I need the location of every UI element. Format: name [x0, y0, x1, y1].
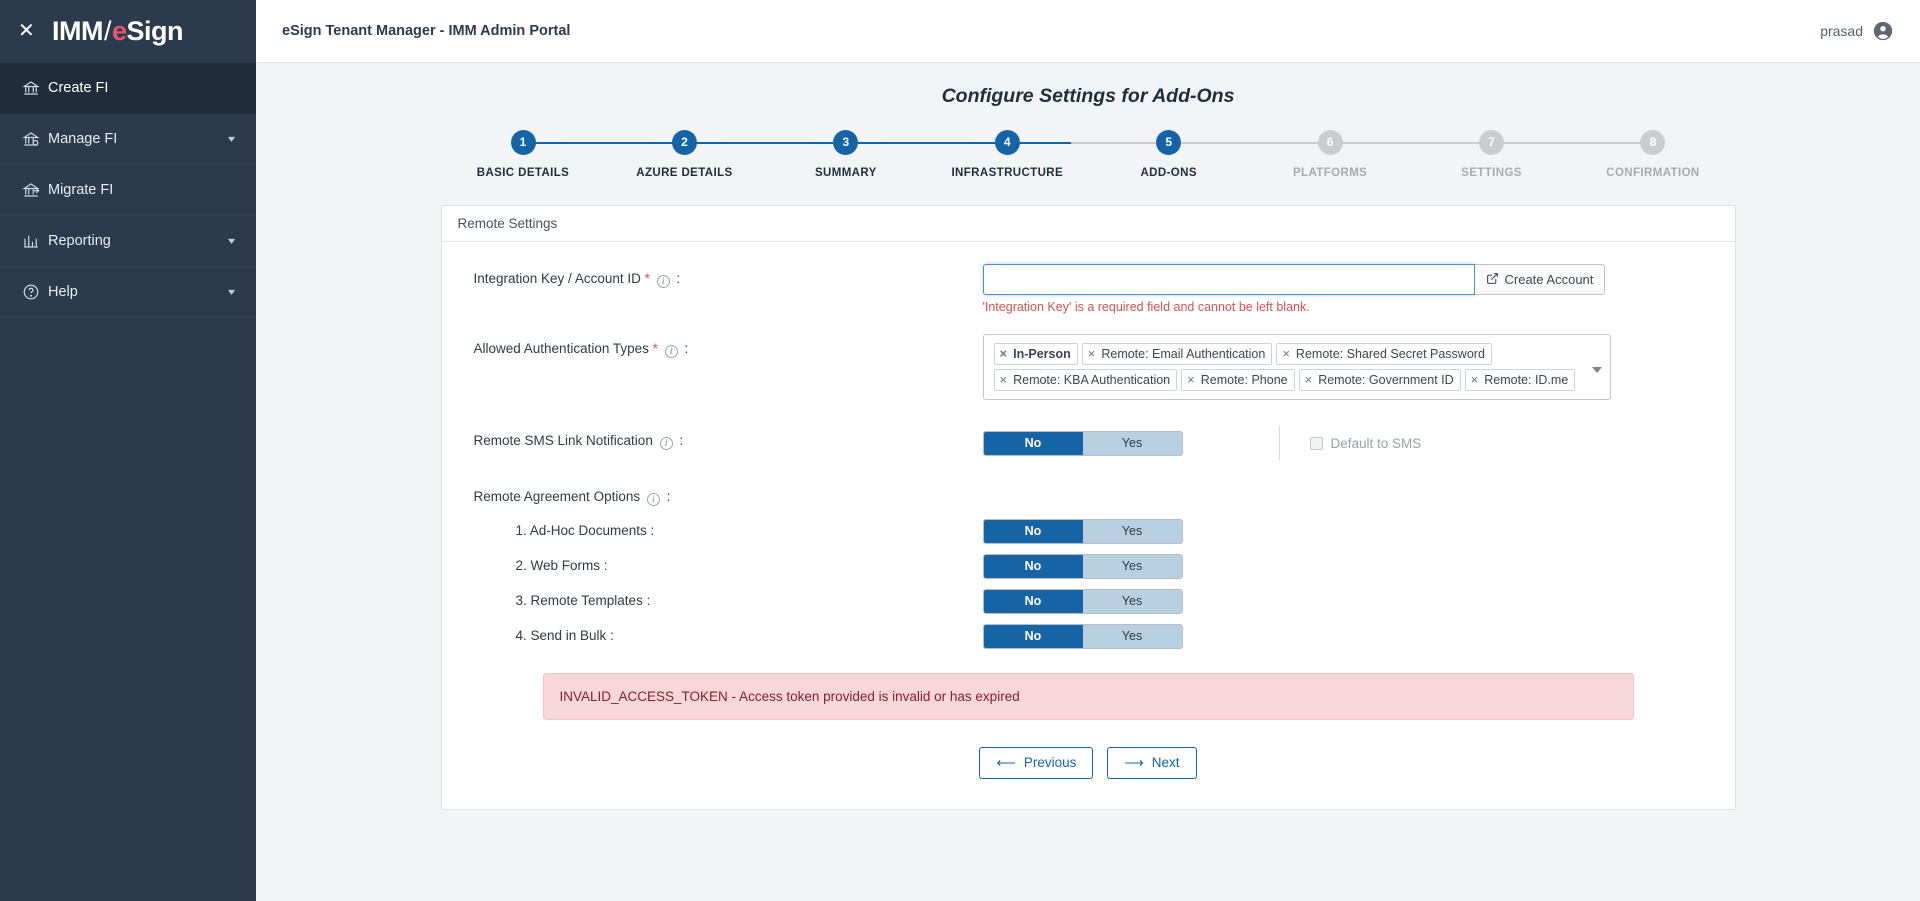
- arrow-left-icon: ⟵: [996, 754, 1016, 770]
- sms-toggle[interactable]: [983, 431, 1183, 456]
- create-account-button[interactable]: [1475, 264, 1606, 295]
- sms-notification-label: [458, 426, 983, 449]
- sms-toggle-wrap: [983, 426, 1422, 460]
- remote-templates-row: [458, 589, 1719, 614]
- tag-shared-secret: [1276, 343, 1492, 365]
- step-label: SETTINGS: [1461, 167, 1522, 179]
- sms-notification-row: [458, 426, 1719, 460]
- toggle-no[interactable]: No: [984, 590, 1083, 613]
- step-label: BASIC DETAILS: [476, 167, 570, 179]
- remove-tag-icon[interactable]: ×: [1087, 346, 1096, 361]
- label-colon: :: [679, 433, 684, 448]
- sidebar: [0, 0, 256, 901]
- user-menu[interactable]: [1820, 20, 1894, 42]
- toggle-yes[interactable]: Yes: [1083, 590, 1182, 613]
- step-label: AZURE DETAILS: [636, 167, 733, 179]
- agreement-options-label: [458, 482, 983, 505]
- sms-toggle-no[interactable]: No: [984, 432, 1083, 455]
- send-in-bulk-label: 4. Send in Bulk :: [515, 627, 614, 643]
- card-header: Remote Settings: [442, 206, 1735, 242]
- step-number: 3: [833, 130, 858, 155]
- logo-imm: IMM: [52, 16, 103, 46]
- ad-hoc-documents-label: 1. Ad-Hoc Documents :: [515, 522, 655, 538]
- web-forms-row: [458, 554, 1719, 579]
- tag-kba-auth: [994, 369, 1178, 391]
- toggle-yes[interactable]: Yes: [1083, 625, 1182, 648]
- tag-id-me: [1465, 369, 1576, 391]
- integration-key-label: [458, 264, 983, 287]
- integration-key-input-group: [983, 264, 1606, 295]
- ad-hoc-documents-toggle[interactable]: [983, 519, 1183, 544]
- auth-types-label: [458, 334, 983, 357]
- page-content: [256, 63, 1920, 901]
- remote-templates-label: 3. Remote Templates :: [515, 592, 651, 608]
- step-label: ADD-ONS: [1140, 167, 1197, 179]
- sidebar-item-migrate-fi[interactable]: [0, 165, 256, 216]
- help-icon: [22, 283, 48, 301]
- step-label: CONFIRMATION: [1606, 167, 1700, 179]
- step-number: 8: [1640, 130, 1665, 155]
- tag-label: Remote: ID.me: [1484, 373, 1569, 387]
- label-colon: :: [684, 341, 689, 356]
- username-label: prasad: [1820, 23, 1863, 39]
- step-number: 7: [1479, 130, 1504, 155]
- next-label: Next: [1151, 755, 1180, 770]
- tag-email-auth: [1082, 343, 1273, 365]
- toggle-yes[interactable]: Yes: [1083, 520, 1182, 543]
- create-account-label: Create Account: [1504, 272, 1594, 287]
- tag-label: Remote: KBA Authentication: [1013, 373, 1171, 387]
- step-number: 2: [672, 130, 697, 155]
- next-button[interactable]: [1107, 747, 1196, 779]
- toggle-no[interactable]: No: [984, 625, 1083, 648]
- info-icon[interactable]: i: [657, 275, 670, 288]
- step-label: SUMMARY: [814, 167, 877, 179]
- sidebar-item-reporting[interactable]: [0, 216, 256, 267]
- logo-slash: /: [103, 16, 111, 46]
- step-summary[interactable]: [771, 130, 921, 179]
- topbar-title: eSign Tenant Manager - IMM Admin Portal: [282, 23, 571, 39]
- tag-phone: [1181, 369, 1294, 391]
- remote-settings-card: [441, 205, 1736, 810]
- app-logo: [52, 16, 183, 47]
- sidebar-item-label: Help: [48, 284, 78, 300]
- step-number: 4: [995, 130, 1020, 155]
- external-link-icon: [1486, 272, 1499, 288]
- required-marker: *: [652, 341, 658, 356]
- required-marker: *: [644, 271, 650, 286]
- ad-hoc-documents-row: [458, 519, 1719, 544]
- previous-button[interactable]: [979, 747, 1093, 779]
- step-number: 6: [1318, 130, 1343, 155]
- tag-label: Remote: Government ID: [1318, 373, 1454, 387]
- page-title: Configure Settings for Add-Ons: [941, 85, 1235, 107]
- tag-label: In-Person: [1013, 347, 1071, 361]
- avatar-icon: [1872, 20, 1894, 42]
- tag-government-id: [1299, 369, 1461, 391]
- remove-tag-icon[interactable]: ×: [999, 346, 1008, 361]
- info-icon[interactable]: i: [647, 493, 660, 506]
- sidebar-item-manage-fi[interactable]: [0, 114, 256, 165]
- migrate-icon: [22, 181, 48, 199]
- tag-label: Remote: Shared Secret Password: [1295, 347, 1485, 361]
- card-body: [442, 242, 1735, 809]
- sidebar-item-label: Migrate FI: [48, 182, 114, 198]
- logo-e: e: [112, 16, 127, 46]
- label-colon: :: [676, 271, 681, 286]
- close-icon[interactable]: ✕: [18, 19, 35, 42]
- default-to-sms-label: Default to SMS: [1330, 435, 1422, 451]
- integration-key-error: 'Integration Key' is a required field and cannot be left blank.: [982, 300, 1310, 314]
- integration-key-label-text: Integration Key / Account ID: [473, 271, 641, 286]
- sms-label-text: Remote SMS Link Notification: [473, 433, 653, 448]
- tag-label: Remote: Email Authentication: [1101, 347, 1266, 361]
- web-forms-toggle[interactable]: [983, 554, 1183, 579]
- info-icon[interactable]: i: [665, 345, 678, 358]
- default-to-sms-checkbox[interactable]: [1310, 437, 1323, 450]
- remove-tag-icon[interactable]: ×: [1304, 372, 1313, 387]
- remote-templates-toggle[interactable]: [983, 589, 1183, 614]
- remove-tag-icon[interactable]: ×: [999, 372, 1008, 387]
- sidebar-item-label: Reporting: [48, 233, 111, 249]
- default-to-sms-group: [1279, 426, 1422, 460]
- manage-icon: [22, 130, 48, 148]
- wizard-nav-buttons: [458, 747, 1719, 779]
- chevron-down-icon[interactable]: ▾: [227, 133, 236, 145]
- remove-tag-icon[interactable]: ×: [1187, 372, 1195, 387]
- sms-toggle-yes[interactable]: Yes: [1083, 432, 1182, 455]
- topbar: [256, 0, 1920, 63]
- bank-icon: [22, 79, 48, 97]
- previous-label: Previous: [1023, 755, 1077, 770]
- step-confirmation[interactable]: [1578, 130, 1728, 179]
- step-number: 5: [1156, 130, 1181, 155]
- integration-key-input[interactable]: [983, 264, 1475, 295]
- auth-types-label-text: Allowed Authentication Types: [473, 341, 649, 356]
- chart-icon: [22, 232, 48, 250]
- sidebar-item-label: Create FI: [48, 80, 109, 96]
- agreement-options-label-text: Remote Agreement Options: [473, 489, 641, 504]
- info-icon[interactable]: i: [660, 437, 673, 450]
- integration-key-row: [458, 264, 1719, 314]
- step-add-ons[interactable]: [1094, 130, 1244, 179]
- remove-tag-icon[interactable]: ×: [1282, 346, 1290, 361]
- step-label: PLATFORMS: [1292, 167, 1368, 179]
- label-colon: :: [666, 489, 671, 504]
- sidebar-item-help[interactable]: [0, 267, 256, 318]
- logo-sign: Sign: [126, 16, 184, 46]
- step-basic-details[interactable]: [448, 130, 598, 179]
- error-alert: INVALID_ACCESS_TOKEN - Access token provided is invalid or has expired: [543, 673, 1634, 720]
- toggle-no[interactable]: No: [984, 520, 1083, 543]
- step-infrastructure[interactable]: [932, 130, 1082, 179]
- sidebar-item-label: Manage FI: [48, 131, 118, 147]
- chevron-down-icon[interactable]: ▾: [227, 235, 236, 247]
- step-azure-details[interactable]: [609, 130, 759, 179]
- tag-in-person: [994, 343, 1078, 365]
- chevron-down-icon[interactable]: [1592, 367, 1602, 373]
- sidebar-item-create-fi[interactable]: [0, 63, 256, 114]
- toggle-yes[interactable]: Yes: [1083, 555, 1182, 578]
- step-settings[interactable]: [1417, 130, 1567, 179]
- main-area: [256, 0, 1920, 901]
- arrow-right-icon: ⟶: [1124, 754, 1144, 770]
- auth-types-multiselect[interactable]: [983, 334, 1611, 400]
- web-forms-label: 2. Web Forms :: [515, 557, 608, 573]
- remove-tag-icon[interactable]: ×: [1470, 372, 1479, 387]
- chevron-down-icon[interactable]: ▾: [227, 286, 236, 298]
- wizard-stepper: [438, 130, 1738, 179]
- step-number: 1: [511, 130, 536, 155]
- send-in-bulk-toggle[interactable]: [983, 624, 1183, 649]
- step-label: INFRASTRUCTURE: [951, 167, 1064, 179]
- integration-key-control: [983, 264, 1606, 314]
- toggle-no[interactable]: No: [984, 555, 1083, 578]
- step-platforms[interactable]: [1255, 130, 1405, 179]
- agreement-options-header-row: [458, 482, 1719, 505]
- send-in-bulk-row: [458, 624, 1719, 649]
- auth-types-row: [458, 334, 1719, 400]
- tag-label: Remote: Phone: [1200, 373, 1288, 387]
- sidebar-header: [0, 0, 256, 63]
